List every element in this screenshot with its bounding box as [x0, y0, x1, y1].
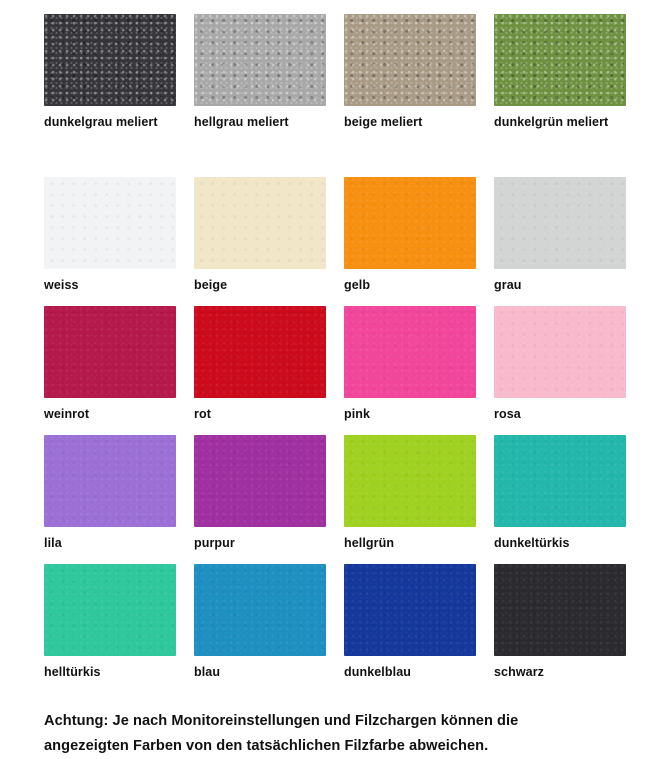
swatch-label: lila — [44, 536, 62, 550]
swatch-cell[interactable] — [494, 177, 636, 306]
swatch-label: grau — [494, 278, 522, 292]
swatch-cell[interactable] — [344, 564, 486, 693]
color-swatch[interactable] — [494, 435, 626, 527]
swatch-group-violett-gruen — [0, 435, 650, 564]
swatch-label: hellgrün — [344, 536, 395, 550]
color-swatch[interactable] — [344, 14, 476, 106]
swatch-label: dunkeltürkis — [494, 536, 570, 550]
color-swatch[interactable] — [194, 435, 326, 527]
color-swatch[interactable] — [44, 14, 176, 106]
color-swatch[interactable] — [44, 177, 176, 269]
swatch-label: pink — [344, 407, 371, 421]
swatch-label: schwarz — [494, 665, 545, 679]
swatch-cell[interactable] — [194, 435, 336, 564]
swatch-label: weinrot — [44, 407, 90, 421]
swatch-cell[interactable] — [494, 564, 636, 693]
color-swatch[interactable] — [494, 306, 626, 398]
swatch-label: beige — [194, 278, 228, 292]
color-swatch[interactable] — [44, 564, 176, 656]
swatch-label: beige meliert — [344, 115, 423, 129]
group-spacer — [0, 143, 650, 177]
color-swatch[interactable] — [194, 564, 326, 656]
swatch-cell[interactable] — [494, 306, 636, 435]
color-swatch[interactable] — [194, 14, 326, 106]
swatch-cell[interactable] — [44, 177, 186, 306]
swatch-label: blau — [194, 665, 221, 679]
disclaimer-line-1: Achtung: Je nach Monitoreinstellungen und Filzchargen können die — [44, 713, 519, 729]
swatch-cell[interactable] — [194, 177, 336, 306]
swatch-label: weiss — [44, 278, 79, 292]
disclaimer-note — [0, 693, 650, 759]
swatch-cell[interactable] — [44, 14, 186, 143]
swatch-cell[interactable] — [344, 306, 486, 435]
swatch-cell[interactable] — [44, 306, 186, 435]
color-swatch[interactable] — [44, 435, 176, 527]
swatch-cell[interactable] — [44, 564, 186, 693]
swatch-cell[interactable] — [194, 564, 336, 693]
swatch-group-blautoene — [0, 564, 650, 693]
swatch-cell[interactable] — [494, 14, 636, 143]
swatch-group-meliert — [0, 14, 650, 143]
color-swatch[interactable] — [344, 435, 476, 527]
swatch-cell[interactable] — [344, 435, 486, 564]
swatch-label: gelb — [344, 278, 371, 292]
disclaimer-line-2: angezeigten Farben von den tatsächlichen Filzfarbe abweichen. — [44, 738, 489, 754]
swatch-cell[interactable] — [494, 435, 636, 564]
color-swatch[interactable] — [344, 564, 476, 656]
color-swatch[interactable] — [44, 306, 176, 398]
swatch-label: dunkelgrün meliert — [494, 115, 609, 129]
swatch-group-rottoene — [0, 306, 650, 435]
color-swatch[interactable] — [344, 177, 476, 269]
swatch-label: rosa — [494, 407, 521, 421]
color-swatch[interactable] — [494, 14, 626, 106]
color-swatch[interactable] — [194, 306, 326, 398]
swatch-label: helltürkis — [44, 665, 101, 679]
swatch-label: hellgrau meliert — [194, 115, 289, 129]
color-swatch[interactable] — [494, 177, 626, 269]
color-swatch[interactable] — [344, 306, 476, 398]
swatch-label: dunkelblau — [344, 665, 411, 679]
swatch-cell[interactable] — [44, 435, 186, 564]
swatch-cell[interactable] — [344, 177, 486, 306]
swatch-cell[interactable] — [344, 14, 486, 143]
swatch-cell[interactable] — [194, 14, 336, 143]
color-swatch[interactable] — [194, 177, 326, 269]
swatch-group-hell — [0, 177, 650, 306]
swatch-label: rot — [194, 407, 211, 421]
color-swatch[interactable] — [494, 564, 626, 656]
swatch-cell[interactable] — [194, 306, 336, 435]
swatch-label: dunkelgrau meliert — [44, 115, 158, 129]
swatch-label: purpur — [194, 536, 235, 550]
